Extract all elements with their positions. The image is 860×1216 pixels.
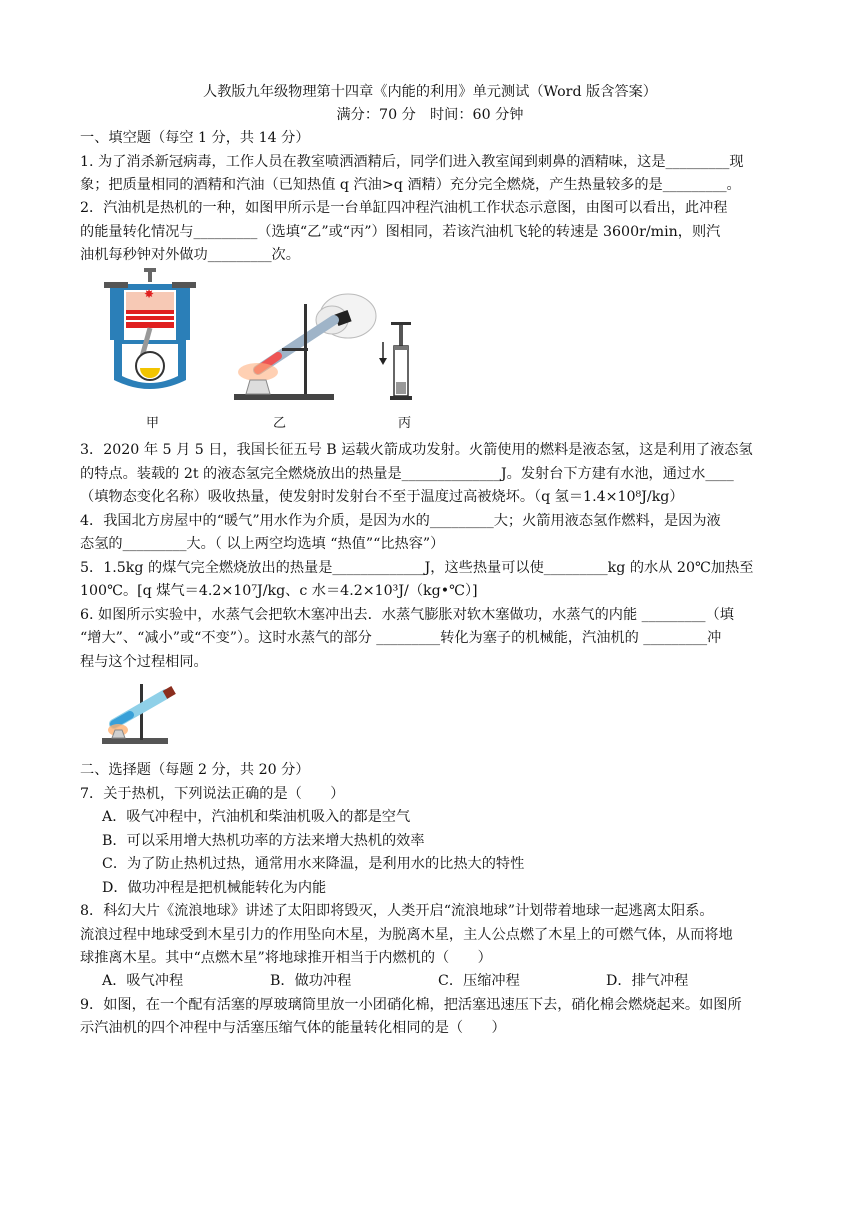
question-8-option-a: A．吸气冲程: [102, 973, 184, 989]
section-heading-fill-blank: 一、填空题（每空 1 分，共 14 分）: [80, 130, 310, 146]
question-3-line-3: （填物态变化名称）吸收热量，使发射时发射台不至于温度过高被烧坏。（q 氢＝1.4×10⁸J/kg）: [80, 489, 684, 505]
question-8-line-3: 球推离木星。其中“点燃木星”将地球推开相当于内燃机的（ ）: [80, 950, 492, 966]
figure-label-yi: 乙: [273, 416, 287, 431]
question-8-line-1: 8．科幻大片《流浪地球》讲述了太阳即将毁灭，人类开启“流浪地球”计划带着地球一起逃离太阳系。: [80, 903, 714, 919]
question-1-line-2: 象；把质量相同的酒精和汽油（已知热值 q 汽油>q 酒精）充分完全燃烧，产生热量较多的是_________。: [80, 177, 741, 193]
question-8-options: [102, 971, 688, 991]
down-arrow-icon: [378, 342, 388, 366]
question-1-line-1: 1. 为了消杀新冠病毒，工作人员在教室喷洒酒精后，同学们进入教室闻到刺鼻的酒精味，这是_________现: [80, 154, 744, 170]
question-8-line-2: 流浪过程中地球受到木星引力的作用坠向木星，为脱离木星，主人公点燃了木星上的可燃气体，从而将地: [80, 927, 733, 943]
test-tube-heating-figure: [228, 290, 378, 402]
question-7-stem: 7．关于热机，下列说法正确的是（ ）: [80, 786, 345, 802]
question-9-line-2: 示汽油机的四个冲程中与活塞压缩气体的能量转化相同的是（ ）: [80, 1020, 506, 1036]
document-title: 人教版九年级物理第十四章《内能的利用》单元测试（Word 版含答案）: [203, 84, 657, 100]
question-6-line-3: 程与这个过程相同。: [80, 654, 208, 670]
svg-text:✸: ✸: [144, 287, 155, 301]
question-8-option-c: C．压缩冲程: [438, 973, 520, 989]
question-7-option-d: D．做功冲程是把机械能转化为内能: [102, 880, 327, 896]
question-6-line-1: 6. 如图所示实验中，水蒸气会把软木塞冲出去．水蒸气膨胀对软木塞做功，水蒸气的内能 _________（填: [80, 607, 734, 623]
question-9-line-1: 9．如图，在一个配有活塞的厚玻璃筒里放一小团硝化棉，把活塞迅速压下去，硝化棉会燃烧起来。如图所: [80, 997, 742, 1013]
question-7-option-a: A．吸气冲程中，汽油机和柴油机吸入的都是空气: [102, 809, 411, 825]
question-2-line-3: 油机每秒钟对外做功_________次。: [80, 247, 300, 263]
question-7-option-c: C．为了防止热机过热，通常用水来降温，是利用水的比热大的特性: [102, 856, 525, 872]
steam-cork-figure: [100, 680, 180, 746]
engine-cylinder-figure: [100, 268, 200, 403]
question-2-line-1: 2．汽油机是热机的一种，如图甲所示是一台单缸四冲程汽油机工作状态示意图，由图可以看出，此冲程: [80, 200, 728, 216]
question-4-line-1: 4．我国北方房屋中的“暖气”用水作为介质，是因为水的_________大；火箭用液态氢作燃料，是因为液: [80, 513, 721, 529]
air-piston-figure: [386, 320, 416, 402]
question-6-line-2: “增大”、“减小”或“不变”）。这时水蒸气的部分 _________转化为塞子的机械能，汽油机的 _________冲: [80, 630, 722, 646]
question-7-option-b: B．可以采用增大热机功率的方法来增大热机的效率: [102, 833, 425, 849]
question-2-line-2: 的能量转化情况与_________（选填“乙”或“丙”）图相同，若该汽油机飞轮的转速是 3600r/min，则汽: [80, 224, 721, 240]
question-4-line-2: 态氢的_________大。（ 以上两空均选填 “热值”“比热容”）: [80, 536, 445, 552]
question-3-line-2: 的特点。装载的 2t 的液态氢完全燃烧放出的热量是______________J。发射台下方建有水池，通过水____: [80, 466, 734, 482]
section-heading-multiple-choice: 二、选择题（每题 2 分，共 20 分）: [80, 762, 310, 778]
document-subtitle: 满分：70 分 时间：60 分钟: [336, 107, 524, 123]
figure-label-jia: 甲: [146, 416, 160, 431]
question-5-line-2: 100℃。[q 煤气＝4.2×10⁷J/kg、c 水＝4.2×10³J/（kg•℃）]: [80, 583, 478, 599]
question-8-option-b: B．做功冲程: [270, 973, 352, 989]
question-5-line-1: 5．1.5kg 的煤气完全燃烧放出的热量是_____________J，这些热量可以使_________kg 的水从 20℃加热至: [80, 560, 754, 576]
question-3-line-1: 3．2020 年 5 月 5 日，我国长征五号 B 运载火箭成功发射。火箭使用的燃料是液态氢，这是利用了液态氢: [80, 442, 753, 458]
question-8-option-d: D．排气冲程: [606, 973, 689, 989]
figure-label-bing: 丙: [398, 416, 412, 431]
